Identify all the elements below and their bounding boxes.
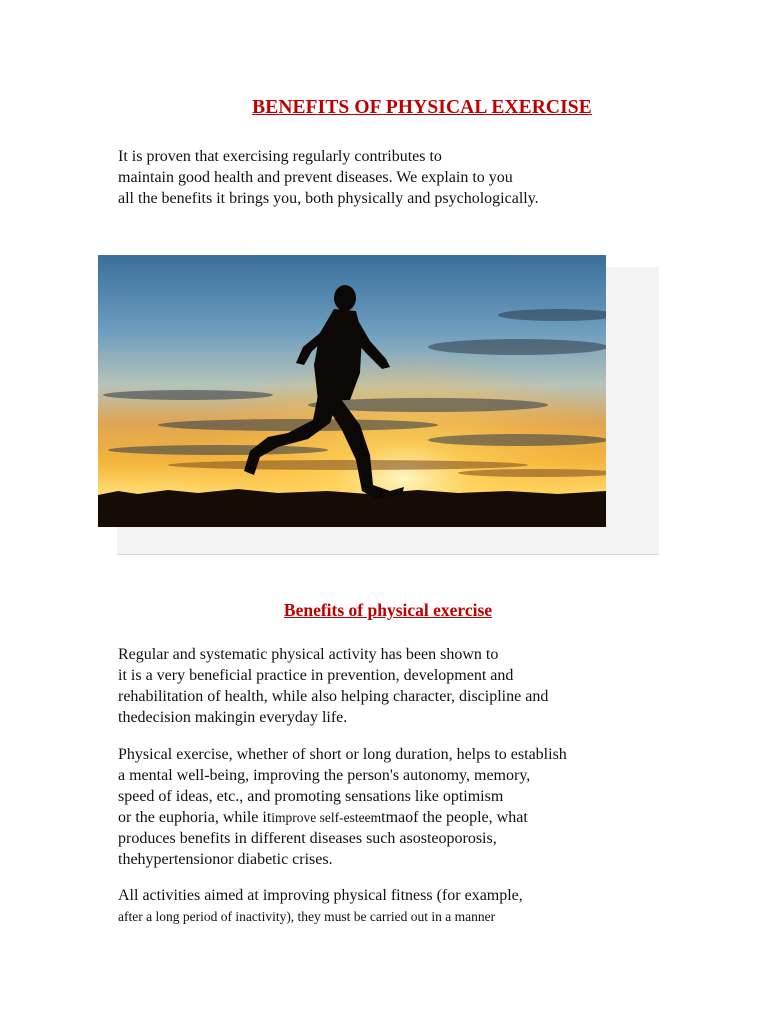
- paragraph-line: [118, 807, 567, 828]
- paragraph-line: thedecision makingin everyday life.: [118, 709, 348, 726]
- intro-paragraph: [118, 146, 539, 209]
- section-title: Benefits of physical exercise: [283, 600, 493, 620]
- text-fragment-small: improve self-esteem: [271, 810, 382, 825]
- page-title: BENEFITS OF PHYSICAL EXERCISE: [252, 97, 592, 118]
- text-fragment: tmaof the people, what: [381, 809, 528, 826]
- paragraph-3: [118, 885, 523, 927]
- paragraph-line: Regular and systematic physical activity has been shown to: [118, 646, 499, 663]
- paragraph-line: it is a very beneficial practice in prevention, development and: [118, 667, 514, 684]
- paragraph-line: Physical exercise, whether of short or long duration, helps to establish: [118, 746, 567, 763]
- intro-line: all the benefits it brings you, both physically and psychologically.: [118, 190, 539, 207]
- paragraph-line: All activities aimed at improving physical fitness (for example,: [118, 887, 523, 904]
- intro-line: maintain good health and prevent diseases. We explain to you: [118, 169, 513, 186]
- paragraph-line: a mental well-being, improving the person's autonomy, memory,: [118, 767, 531, 784]
- runner-photo: [98, 255, 606, 527]
- paragraph-line-small: after a long period of inactivity), they must be carried out in a manner: [118, 909, 496, 924]
- paragraph-line: speed of ideas, etc., and promoting sensations like optimism: [118, 788, 504, 805]
- paragraph-2: [118, 744, 567, 870]
- text-fragment: or the euphoria, while it: [118, 809, 272, 826]
- intro-line: It is proven that exercising regularly contributes to: [118, 148, 442, 165]
- paragraph-1: [118, 644, 548, 728]
- paragraph-line: rehabilitation of health, while also helping character, discipline and: [118, 688, 549, 705]
- paragraph-line: produces benefits in different diseases such asosteoporosis,: [118, 830, 497, 847]
- paragraph-line: thehypertensionor diabetic crises.: [118, 851, 333, 868]
